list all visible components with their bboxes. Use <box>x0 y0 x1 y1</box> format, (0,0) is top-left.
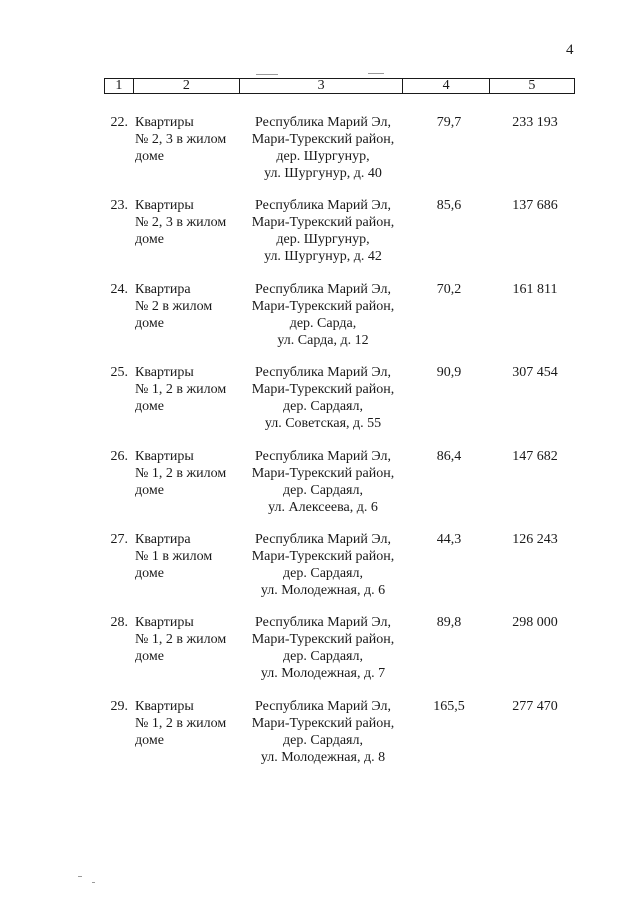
object-cost: 298 000 <box>512 615 558 631</box>
header-cell-4: 4 <box>403 79 489 93</box>
object-name-line: доме <box>135 565 164 581</box>
table-body <box>0 114 640 781</box>
address-line: дер. Сардаял, <box>283 399 363 415</box>
address-line: Республика Марий Эл, <box>255 698 391 714</box>
object-area: 79,7 <box>436 115 462 130</box>
table-row <box>0 614 640 697</box>
object-area: 44,3 <box>436 531 462 547</box>
header-cell-2: 2 <box>134 79 240 93</box>
address-line: дер. Сардаял, <box>283 482 363 498</box>
address-line: ул. Молодежная, д. 7 <box>260 666 386 682</box>
address-line: дер. Шургунур, <box>276 149 370 164</box>
address-line: дер. Сардаял, <box>283 732 363 748</box>
address-line: ул. Молодежная, д. 6 <box>260 582 386 598</box>
address-line: Мари-Турекский район, <box>251 715 395 731</box>
object-name <box>135 114 247 165</box>
table-row <box>0 448 640 531</box>
address-line: Республика Марий Эл, <box>255 615 391 631</box>
object-cost: 147 682 <box>512 448 558 464</box>
table-row <box>0 364 640 447</box>
address-line: ул. Советская, д. 55 <box>264 416 382 432</box>
object-address <box>240 698 406 766</box>
address-line: Мари-Турекский район, <box>251 298 395 314</box>
object-name-line: доме <box>135 232 164 248</box>
address-line: Мари-Турекский район, <box>251 215 395 231</box>
address-line: Мари-Турекский район, <box>251 548 395 564</box>
address-line: Республика Марий Эл, <box>255 531 391 547</box>
table-row <box>0 114 640 197</box>
address-line: Мари-Турекский район, <box>251 632 395 648</box>
object-name-line: № 2, 3 в жилом <box>135 132 227 147</box>
table-row <box>0 281 640 364</box>
table-row <box>0 197 640 280</box>
address-line: ул. Алексеева, д. 6 <box>268 499 378 515</box>
object-address <box>240 197 406 265</box>
object-area: 85,6 <box>436 198 462 214</box>
object-address <box>240 448 406 516</box>
object-name <box>135 531 247 582</box>
address-line: Республика Марий Эл, <box>255 281 391 297</box>
address-line: дер. Шургунур, <box>276 232 370 248</box>
object-name-line: Квартиры <box>135 115 194 130</box>
header-cell-5: 5 <box>528 78 536 93</box>
object-name-line: Квартиры <box>135 698 194 714</box>
address-line: Мари-Турекский район, <box>251 132 395 147</box>
object-name-line: доме <box>135 482 164 498</box>
address-line: дер. Сарда, <box>289 315 357 331</box>
address-line: ул. Шургунур, д. 40 <box>264 166 382 181</box>
object-cost: 277 470 <box>512 698 558 714</box>
object-name <box>135 614 247 665</box>
scan-speck <box>78 876 82 877</box>
address-line: Республика Марий Эл, <box>255 448 391 464</box>
object-name-line: Квартира <box>135 531 191 547</box>
object-name-line: доме <box>135 732 164 748</box>
object-address <box>240 281 406 349</box>
object-name <box>135 698 247 749</box>
scan-speck <box>368 73 384 74</box>
object-name-line: № 2, 3 в жилом <box>135 215 227 231</box>
row-number: 28. <box>110 615 128 631</box>
row-number: 29. <box>110 698 128 714</box>
address-line: Мари-Турекский район, <box>251 382 395 398</box>
object-cost: 233 193 <box>512 115 558 130</box>
object-name-line: доме <box>135 649 164 665</box>
object-address <box>240 114 406 182</box>
object-name-line: Квартиры <box>135 448 194 464</box>
address-line: ул. Молодежная, д. 8 <box>260 749 386 765</box>
address-line: ул. Шургунур, д. 42 <box>264 249 382 265</box>
object-area: 165,5 <box>433 698 465 714</box>
object-name <box>135 448 247 499</box>
row-number: 24. <box>110 281 128 297</box>
object-name-line: № 1, 2 в жилом <box>135 715 227 731</box>
object-name-line: доме <box>135 399 164 415</box>
row-number: 23. <box>110 198 128 214</box>
scan-speck <box>92 882 95 883</box>
object-address <box>240 531 406 599</box>
object-name-line: Квартиры <box>135 365 194 381</box>
header-cell-3: 3 <box>240 79 404 93</box>
address-line: Мари-Турекский район, <box>251 465 395 481</box>
object-area: 70,2 <box>436 281 462 297</box>
table-header-row <box>104 78 575 94</box>
object-name-line: Квартиры <box>135 198 194 214</box>
row-number: 27. <box>110 531 128 547</box>
address-line: дер. Сардаял, <box>283 649 363 665</box>
row-number: 25. <box>110 365 128 381</box>
row-number: 22. <box>110 115 128 130</box>
address-line: Республика Марий Эл, <box>255 115 391 130</box>
object-name-line: Квартиры <box>135 615 194 631</box>
table-row <box>0 531 640 614</box>
header-cell-1: 1 <box>105 79 134 93</box>
object-name-line: № 1, 2 в жилом <box>135 465 227 481</box>
object-name-line: № 1, 2 в жилом <box>135 632 227 648</box>
object-name-line: № 2 в жилом <box>135 298 213 314</box>
row-number: 26. <box>110 448 128 464</box>
object-address <box>240 364 406 432</box>
object-cost: 137 686 <box>512 198 558 214</box>
object-name-line: Квартира <box>135 281 191 297</box>
object-name-line: № 1 в жилом <box>135 548 213 564</box>
address-line: ул. Сарда, д. 12 <box>277 332 369 348</box>
address-line: Республика Марий Эл, <box>255 198 391 214</box>
object-name <box>135 197 247 248</box>
object-area: 86,4 <box>436 448 462 464</box>
object-name <box>135 281 247 332</box>
object-cost: 126 243 <box>512 531 558 547</box>
table-row <box>0 698 640 781</box>
object-name <box>135 364 247 415</box>
object-name-line: № 1, 2 в жилом <box>135 382 227 398</box>
address-line: дер. Сардаял, <box>283 565 363 581</box>
object-name-line: доме <box>135 149 164 164</box>
object-area: 89,8 <box>436 615 462 631</box>
address-line: Республика Марий Эл, <box>255 365 391 381</box>
page-number: 4 <box>566 42 574 58</box>
scan-speck <box>256 74 278 75</box>
object-cost: 161 811 <box>512 281 558 297</box>
object-address <box>240 614 406 682</box>
object-name-line: доме <box>135 315 164 331</box>
object-cost: 307 454 <box>512 365 558 381</box>
object-area: 90,9 <box>436 365 462 381</box>
